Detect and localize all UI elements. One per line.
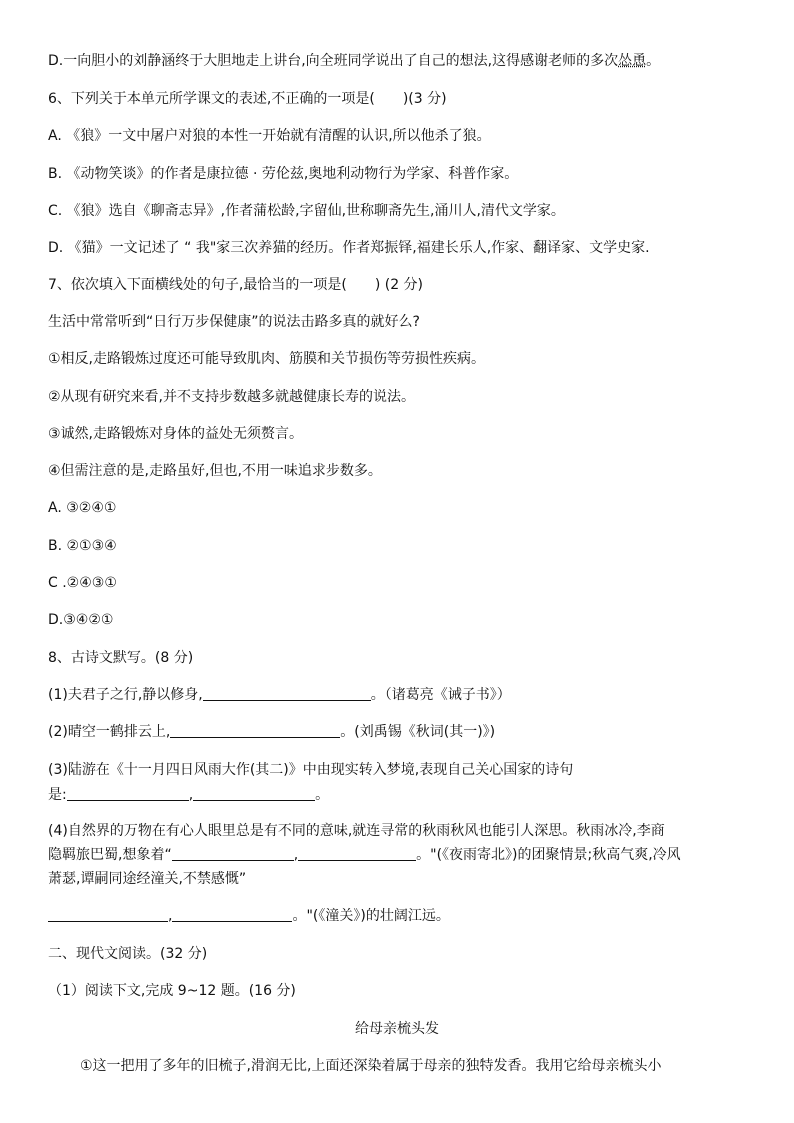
q7-sentence-4: ④但需注意的是,走路虽好,但也,不用一味追求步数多。 [48, 463, 382, 479]
answer-blank[interactable] [172, 907, 292, 922]
answer-blank[interactable] [193, 786, 315, 801]
q8-4-source: 。"(《夜雨寄北》)的团聚情景;秋高气爽,冷风 [416, 847, 681, 863]
q8-1-prompt: (1)夫君子之行,静以修身, [48, 687, 203, 703]
question-7: 7、依次填入下面横线处的句子,最恰当的一项是( ) (2 分) [48, 277, 424, 293]
q8-item-4-line4 [48, 907, 760, 925]
q6-option-b: B. 《动物笑谈》的作者是康拉德 · 劳伦兹,奥地利动物行为学家、科普作家。 [48, 166, 519, 182]
q7-option-c: C .②④③① [48, 575, 117, 591]
q8-2-source: 。(刘禹锡《秋词(其一)》) [340, 724, 496, 740]
article-title: 给母亲梳头发 [355, 1021, 439, 1037]
q7-option-a: A. ③②④① [48, 500, 117, 516]
q7-sentence-2: ②从现有研究来看,并不支持步数越多就越健康长寿的说法。 [48, 389, 415, 405]
period: 。 [315, 787, 330, 803]
q8-1-source: 。（诸葛亮《诫子书》） [370, 687, 511, 703]
answer-blank[interactable] [172, 846, 294, 861]
q5-option-d [48, 52, 760, 70]
comma: , [293, 847, 299, 863]
q8-3-label: 是: [48, 787, 67, 803]
q7-option-d: D.③④②① [48, 612, 114, 628]
q7-sentence-3: ③诚然,走路锻炼对身体的益处无须赘言。 [48, 426, 303, 442]
q6-option-c: C. 《狼》选自《聊斋志异》,作者蒲松龄,字留仙,世称聊斋先生,涌川人,清代文学家。 [48, 203, 565, 219]
section-2-heading: 二、现代文阅读。(32 分) [48, 946, 208, 962]
comma: , [168, 908, 173, 924]
question-8: 8、古诗文默写。(8 分) [48, 650, 194, 666]
q8-item-1 [48, 686, 760, 704]
q8-4-source-2: 。"(《潼关》)的壮阔江远。 [292, 908, 450, 924]
q8-item-2 [48, 723, 760, 741]
q8-item-3-line1: (3)陆游在《十一月四日风雨大作(其二)》中由现实转入梦境,表现自己关心国家的诗句 [48, 762, 574, 778]
q8-item-4-line2 [48, 846, 760, 864]
q8-item-4-line3: 萧瑟,谭嗣同途经潼关,不禁感慨” [48, 871, 247, 887]
q8-item-3-line2 [48, 786, 760, 804]
reading-1-instruction: （1）阅读下文,完成 9~12 题。(16 分) [48, 983, 296, 999]
q7-option-b: B. ②①③④ [48, 538, 117, 554]
paragraph-1: ①这一把用了多年的旧梳子,滑润无比,上面还深染着属于母亲的独特发香。我用它给母亲梳头小 [80, 1058, 662, 1074]
q6-option-d: D. 《猫》一文记述了 “ 我"家三次养猫的经历。作者郑振铎,福建长乐人,作家、翻译家、文学史家. [48, 240, 650, 256]
q6-option-a: A. 《狼》一文中屠户对狼的本性一开始就有清醒的认识,所以他杀了狼。 [48, 128, 491, 144]
q5-option-d-end: 。 [646, 53, 661, 69]
answer-blank[interactable] [298, 846, 416, 861]
q8-item-4-line1: (4)自然界的万物在有心人眼里总是有不同的意味,就连寻常的秋雨秋风也能引人深思。秋雨冰冷,李商 [48, 823, 665, 839]
q7-stem: 生活中常常听到“日行万步保健康”的说法击路多真的就好么? [48, 314, 420, 330]
q7-sentence-1: ①相反,走路锻炼过度还可能导致肌肉、筋膜和关节损伤等劳损性疾病。 [48, 351, 485, 367]
answer-blank[interactable] [67, 786, 189, 801]
q5-option-d-text: D.一向胆小的刘静涵终于大胆地走上讲台,向全班同学说出了自己的想法,这得感谢老师的多次 [48, 53, 619, 69]
answer-blank[interactable] [203, 686, 371, 701]
q8-4-prompt: 隐羁旅巴蜀,想象着“ [48, 847, 172, 863]
answer-blank[interactable] [48, 907, 168, 922]
answer-blank[interactable] [170, 723, 340, 738]
comma: , [188, 787, 194, 803]
q8-2-prompt: (2)晴空一鹤排云上, [48, 724, 171, 740]
question-6: 6、下列关于本单元所学课文的表述,不正确的一项是( )(3 分) [48, 91, 447, 107]
dotted-word: 怂恿 [618, 53, 647, 69]
